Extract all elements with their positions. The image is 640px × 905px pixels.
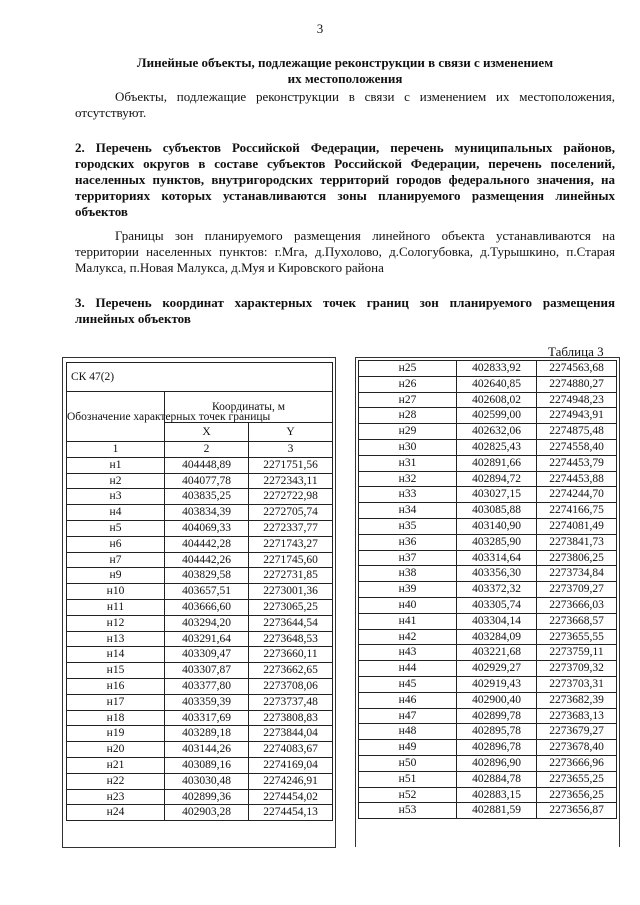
x-value: 403289,18 xyxy=(165,726,249,742)
table-row xyxy=(359,661,617,677)
x-value: 402895,78 xyxy=(457,724,537,740)
section1-title-line2: их местоположения xyxy=(287,71,403,86)
table-row xyxy=(67,789,333,805)
y-value: 2274169,04 xyxy=(249,757,333,773)
y-value: 2274563,68 xyxy=(537,361,617,377)
x-value: 403372,32 xyxy=(457,582,537,598)
x-value: 402833,92 xyxy=(457,361,537,377)
point-label: н7 xyxy=(67,552,165,568)
point-label: н27 xyxy=(359,392,457,408)
point-label: н2 xyxy=(67,473,165,489)
table-row xyxy=(359,361,617,377)
x-value: 403356,30 xyxy=(457,566,537,582)
header-x: X xyxy=(165,423,249,442)
point-label: н53 xyxy=(359,803,457,819)
x-value: 402825,43 xyxy=(457,439,537,455)
point-label: н15 xyxy=(67,663,165,679)
point-label: н11 xyxy=(67,599,165,615)
table-system-row xyxy=(67,363,333,392)
x-value: 403291,64 xyxy=(165,631,249,647)
column-number-2: 2 xyxy=(165,442,249,458)
x-value: 403309,47 xyxy=(165,647,249,663)
point-label: н17 xyxy=(67,694,165,710)
table-row xyxy=(67,520,333,536)
x-value: 402884,78 xyxy=(457,771,537,787)
x-value: 403377,80 xyxy=(165,678,249,694)
x-value: 402599,00 xyxy=(457,408,537,424)
y-value: 2273703,31 xyxy=(537,676,617,692)
point-label: н28 xyxy=(359,408,457,424)
table-row xyxy=(359,408,617,424)
y-value: 2273708,06 xyxy=(249,678,333,694)
y-value: 2273655,25 xyxy=(537,771,617,787)
coordinates-table-left-body xyxy=(67,363,333,821)
y-value: 2274875,48 xyxy=(537,424,617,440)
y-value: 2274246,91 xyxy=(249,773,333,789)
header-y: Y xyxy=(249,423,333,442)
table-row xyxy=(359,455,617,471)
table-row xyxy=(359,487,617,503)
point-label: н32 xyxy=(359,471,457,487)
point-label: н3 xyxy=(67,489,165,505)
point-label: н14 xyxy=(67,647,165,663)
y-value: 2273656,87 xyxy=(537,803,617,819)
table-row xyxy=(67,631,333,647)
x-value: 403285,90 xyxy=(457,534,537,550)
table-row xyxy=(67,710,333,726)
table-row xyxy=(359,755,617,771)
x-value: 403144,26 xyxy=(165,742,249,758)
table-row xyxy=(359,613,617,629)
table-row xyxy=(359,629,617,645)
x-value: 404069,33 xyxy=(165,520,249,536)
point-label: н50 xyxy=(359,755,457,771)
point-label: н52 xyxy=(359,787,457,803)
y-value: 2273666,96 xyxy=(537,755,617,771)
point-label: н45 xyxy=(359,676,457,692)
y-value: 2273668,57 xyxy=(537,613,617,629)
y-value: 2273709,32 xyxy=(537,661,617,677)
y-value: 2274454,13 xyxy=(249,805,333,821)
x-value: 403284,09 xyxy=(457,629,537,645)
page-number: 3 xyxy=(316,21,324,36)
x-value: 403317,69 xyxy=(165,710,249,726)
x-value: 402896,78 xyxy=(457,740,537,756)
table-row xyxy=(359,645,617,661)
x-value: 403835,25 xyxy=(165,489,249,505)
y-value: 2274948,23 xyxy=(537,392,617,408)
point-label: н21 xyxy=(67,757,165,773)
x-value: 402632,06 xyxy=(457,424,537,440)
y-value: 2273737,48 xyxy=(249,694,333,710)
y-value: 2274166,75 xyxy=(537,503,617,519)
y-value: 2273666,03 xyxy=(537,597,617,613)
table-row xyxy=(67,805,333,821)
x-value: 402896,90 xyxy=(457,755,537,771)
y-value: 2274880,27 xyxy=(537,376,617,392)
table-row xyxy=(359,534,617,550)
table-row xyxy=(359,724,617,740)
point-label: н16 xyxy=(67,678,165,694)
table-row xyxy=(67,473,333,489)
table-row xyxy=(359,692,617,708)
y-value: 2273709,27 xyxy=(537,582,617,598)
point-label: н23 xyxy=(67,789,165,805)
table-row xyxy=(67,694,333,710)
table-row xyxy=(359,424,617,440)
point-label: н26 xyxy=(359,376,457,392)
point-label: н36 xyxy=(359,534,457,550)
table-row xyxy=(359,771,617,787)
x-value: 402891,66 xyxy=(457,455,537,471)
y-value: 2273841,73 xyxy=(537,534,617,550)
table-numbering-row xyxy=(67,442,333,458)
table-row xyxy=(67,757,333,773)
x-value: 402929,27 xyxy=(457,661,537,677)
point-label: н39 xyxy=(359,582,457,598)
table-row xyxy=(359,803,617,819)
point-label: н18 xyxy=(67,710,165,726)
point-label: н13 xyxy=(67,631,165,647)
x-value: 403030,48 xyxy=(165,773,249,789)
section1-title-line1: Линейные объекты, подлежащие реконструкции в связи с изменением xyxy=(136,55,554,70)
x-value: 402919,43 xyxy=(457,676,537,692)
section1-text: Объекты, подлежащие реконструкции в связи с изменением их местоположения, отсутствуют. xyxy=(75,89,615,120)
point-label: н51 xyxy=(359,771,457,787)
coordinate-system: СК 47(2) xyxy=(67,363,333,392)
point-label: н22 xyxy=(67,773,165,789)
y-value: 2273656,25 xyxy=(537,787,617,803)
table-header-row xyxy=(67,392,333,423)
table-row xyxy=(67,742,333,758)
point-label: н43 xyxy=(359,645,457,661)
y-value: 2274558,40 xyxy=(537,439,617,455)
table-row xyxy=(67,584,333,600)
x-value: 404442,28 xyxy=(165,536,249,552)
table-row xyxy=(67,663,333,679)
header-coordinates: Координаты, м xyxy=(165,392,333,423)
point-label: н12 xyxy=(67,615,165,631)
table-row xyxy=(359,787,617,803)
point-label: н33 xyxy=(359,487,457,503)
y-value: 2273660,11 xyxy=(249,647,333,663)
x-value: 403221,68 xyxy=(457,645,537,661)
y-value: 2272722,98 xyxy=(249,489,333,505)
x-value: 403359,39 xyxy=(165,694,249,710)
y-value: 2272731,85 xyxy=(249,568,333,584)
point-label: н46 xyxy=(359,692,457,708)
y-value: 2273759,11 xyxy=(537,645,617,661)
y-value: 2273648,53 xyxy=(249,631,333,647)
point-label: н24 xyxy=(67,805,165,821)
x-value: 403305,74 xyxy=(457,597,537,613)
x-value: 403294,20 xyxy=(165,615,249,631)
section2-text: Границы зон планируемого размещения линейного объекта устанавливаются на территории населенных пунктов: г.Мга, д.Пухолово, д.Сологубовка, д.Турышкино, п.Старая Малукса, п.Новая Малукса, д.Муя и Кировского района xyxy=(75,228,615,275)
table-row xyxy=(67,647,333,663)
table-row xyxy=(67,773,333,789)
x-value: 402899,36 xyxy=(165,789,249,805)
x-value: 404448,89 xyxy=(165,457,249,473)
x-value: 402883,15 xyxy=(457,787,537,803)
y-value: 2274083,67 xyxy=(249,742,333,758)
x-value: 403140,90 xyxy=(457,518,537,534)
x-value: 403085,88 xyxy=(457,503,537,519)
point-label: н5 xyxy=(67,520,165,536)
point-label: н41 xyxy=(359,613,457,629)
x-value: 402881,59 xyxy=(457,803,537,819)
table-row xyxy=(359,518,617,534)
x-value: 402608,02 xyxy=(457,392,537,408)
y-value: 2271751,56 xyxy=(249,457,333,473)
table-row xyxy=(67,489,333,505)
y-value: 2272343,11 xyxy=(249,473,333,489)
table-row xyxy=(359,503,617,519)
y-value: 2273806,25 xyxy=(537,550,617,566)
point-label: н47 xyxy=(359,708,457,724)
table-row xyxy=(67,599,333,615)
point-label: н38 xyxy=(359,566,457,582)
column-number-1: 1 xyxy=(67,442,165,458)
x-value: 403834,39 xyxy=(165,505,249,521)
y-value: 2273808,83 xyxy=(249,710,333,726)
y-value: 2273662,65 xyxy=(249,663,333,679)
x-value: 403304,14 xyxy=(457,613,537,629)
section2-heading: 2. Перечень субъектов Российской Федерации, перечень муниципальных районов, городских округов в составе субъектов Российской Федерации, перечень поселений, населенных пунктов, внутригородских территорий городов федерального значения, на территориях которых устанавливаются зоны планируемого размещения линейных объектов xyxy=(75,140,615,219)
point-label: н30 xyxy=(359,439,457,455)
point-label: н40 xyxy=(359,597,457,613)
y-value: 2273678,40 xyxy=(537,740,617,756)
table-row xyxy=(67,678,333,694)
table-row xyxy=(359,740,617,756)
point-label: н37 xyxy=(359,550,457,566)
y-value: 2274081,49 xyxy=(537,518,617,534)
table-row xyxy=(359,566,617,582)
y-value: 2271745,60 xyxy=(249,552,333,568)
point-label: н29 xyxy=(359,424,457,440)
y-value: 2273734,84 xyxy=(537,566,617,582)
point-label: н25 xyxy=(359,361,457,377)
column-number-3: 3 xyxy=(249,442,333,458)
y-value: 2272337,77 xyxy=(249,520,333,536)
x-value: 402640,85 xyxy=(457,376,537,392)
table-row xyxy=(67,505,333,521)
coordinates-table-right-body xyxy=(359,361,617,819)
header-point-designation: Обозначение характерных точек границы xyxy=(67,392,165,442)
x-value: 404077,78 xyxy=(165,473,249,489)
y-value: 2274454,02 xyxy=(249,789,333,805)
table-row xyxy=(67,536,333,552)
section3-heading: 3. Перечень координат характерных точек границ зон планируемого размещения линейных объектов xyxy=(75,295,615,326)
y-value: 2273682,39 xyxy=(537,692,617,708)
point-label: н1 xyxy=(67,457,165,473)
table-row xyxy=(67,726,333,742)
point-label: н20 xyxy=(67,742,165,758)
table-row xyxy=(359,676,617,692)
x-value: 402894,72 xyxy=(457,471,537,487)
table-row xyxy=(359,708,617,724)
table-row xyxy=(359,471,617,487)
y-value: 2273001,36 xyxy=(249,584,333,600)
table-row xyxy=(67,457,333,473)
y-value: 2272705,74 xyxy=(249,505,333,521)
y-value: 2274943,91 xyxy=(537,408,617,424)
table-row xyxy=(359,550,617,566)
point-label: н49 xyxy=(359,740,457,756)
table-row xyxy=(359,439,617,455)
y-value: 2273679,27 xyxy=(537,724,617,740)
x-value: 404442,26 xyxy=(165,552,249,568)
table-row xyxy=(359,376,617,392)
x-value: 402899,78 xyxy=(457,708,537,724)
y-value: 2273065,25 xyxy=(249,599,333,615)
coordinates-table-left xyxy=(66,362,333,821)
point-label: н48 xyxy=(359,724,457,740)
coordinates-table-right xyxy=(358,360,617,819)
point-label: н4 xyxy=(67,505,165,521)
y-value: 2274453,88 xyxy=(537,471,617,487)
table-label: Таблица 3 xyxy=(548,344,604,359)
y-value: 2273844,04 xyxy=(249,726,333,742)
x-value: 402900,40 xyxy=(457,692,537,708)
y-value: 2273683,13 xyxy=(537,708,617,724)
x-value: 403089,16 xyxy=(165,757,249,773)
point-label: н44 xyxy=(359,661,457,677)
table-row xyxy=(359,392,617,408)
table-row xyxy=(67,552,333,568)
point-label: н34 xyxy=(359,503,457,519)
y-value: 2273655,55 xyxy=(537,629,617,645)
point-label: н42 xyxy=(359,629,457,645)
point-label: н10 xyxy=(67,584,165,600)
point-label: н9 xyxy=(67,568,165,584)
table-row xyxy=(67,615,333,631)
point-label: н6 xyxy=(67,536,165,552)
point-label: н35 xyxy=(359,518,457,534)
x-value: 402903,28 xyxy=(165,805,249,821)
y-value: 2274453,79 xyxy=(537,455,617,471)
y-value: 2274244,70 xyxy=(537,487,617,503)
point-label: н19 xyxy=(67,726,165,742)
table-row xyxy=(359,582,617,598)
x-value: 403307,87 xyxy=(165,663,249,679)
table-row xyxy=(359,597,617,613)
point-label: н31 xyxy=(359,455,457,471)
table-row xyxy=(67,568,333,584)
x-value: 403027,15 xyxy=(457,487,537,503)
x-value: 403666,60 xyxy=(165,599,249,615)
x-value: 403314,64 xyxy=(457,550,537,566)
y-value: 2273644,54 xyxy=(249,615,333,631)
y-value: 2271743,27 xyxy=(249,536,333,552)
x-value: 403657,51 xyxy=(165,584,249,600)
x-value: 403829,58 xyxy=(165,568,249,584)
